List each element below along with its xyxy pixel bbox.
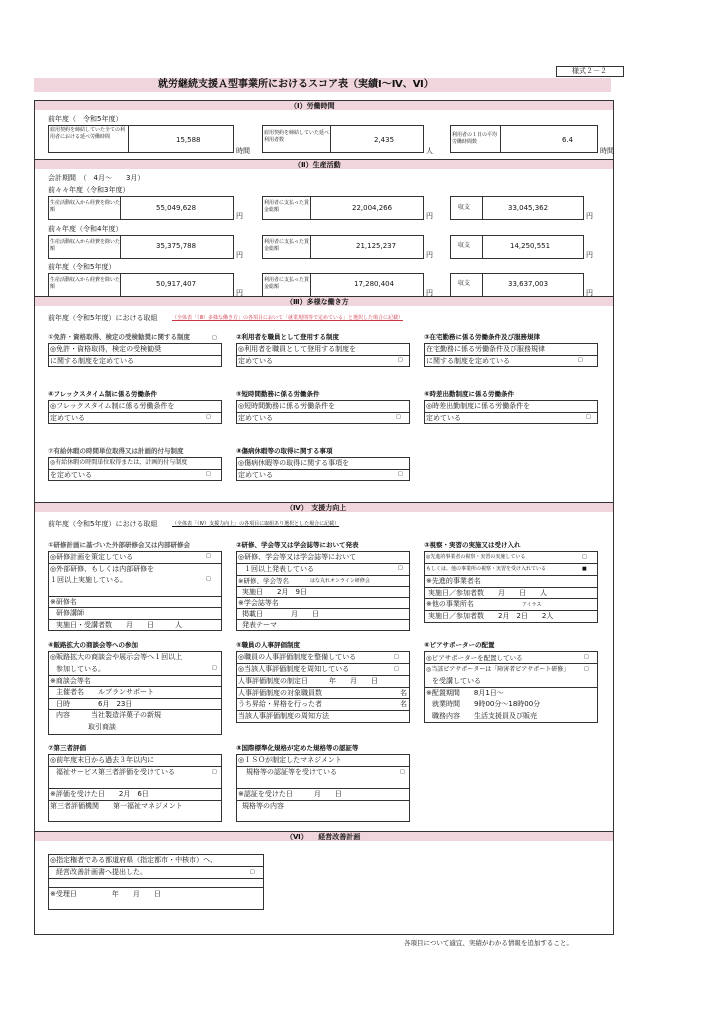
s4-item3-line7: 実施日／参加者数 2月 2日 2人 <box>428 612 554 620</box>
s2-row1-label3: 収支 <box>458 204 471 211</box>
s4-item4-line7: 取引商談 <box>88 723 116 731</box>
s2-row2-label2: 利用者に支払った賃金総額 <box>264 239 310 252</box>
s3-item5-line2: 定めている <box>238 414 273 422</box>
s2-row1-value2: 22,004,266 <box>352 204 393 212</box>
page-title: 就労継続支援Ａ型事業所におけるスコア表（実績Ⅰ～Ⅳ、Ⅵ） <box>158 79 434 90</box>
s4-item6-line6: 職務内容 生活支援員及び販売 <box>432 712 537 720</box>
s1-users-unit: 人 <box>426 147 433 155</box>
s3-item5-checkbox[interactable]: □ <box>396 414 401 420</box>
s4-item5-line4-unit: 名 <box>400 689 407 697</box>
s3-item7-title: ⑦有給休暇の時間単位取得又は計画的付与制度 <box>48 447 184 455</box>
s2-row1-unit3: 円 <box>586 212 593 220</box>
s2-row3-unit3: 円 <box>586 289 593 297</box>
s3-item3-line2: に関する制度を定めている <box>426 357 510 365</box>
s4-item1-line2: ◎外部研修、もしくは内部研修を <box>50 565 155 573</box>
form-number: 様式２－２ <box>572 67 607 75</box>
s4-item4-title: ④販路拡大の商談会等への参加 <box>48 641 139 649</box>
s4-item2-line8: 発表テーマ <box>242 621 277 629</box>
s1-avg-hours-value: 6.4 <box>562 136 574 144</box>
s4-item4-line6: 内容 当社製造洋菓子の新規 <box>56 711 161 719</box>
s3-item1-title: ①免許・資格取得、検定の受検勧奨に関する制度 <box>48 333 191 341</box>
s4-item3-line1: ◎先進的事業者の視察・実習の実施している <box>426 554 526 560</box>
section-4-intro: 前年度（令和5年度）における取組 <box>48 520 158 528</box>
s3-item6-checkbox[interactable]: □ <box>586 414 591 420</box>
s2-row2-label1: 生産活動収入から経費を除いた額 <box>50 239 121 252</box>
s1-users-label: 雇用契約を締結していた延べ利用者数 <box>264 130 330 143</box>
s3-item3-checkbox[interactable]: □ <box>578 357 583 363</box>
s3-item2-line1: ◎利用者を職員として登用する制度を <box>238 345 357 353</box>
s4-item7-title: ⑦第三者評価 <box>48 744 87 752</box>
s4-item7-line4: 第三者評価機関 第一福祉マネジメント <box>50 802 183 810</box>
s4-item1-line5: 研修講師 <box>56 609 84 617</box>
s4-item1-line4: ※研修名 <box>50 598 77 606</box>
section-3-intro: 前年度（令和5年度）における取組 <box>48 314 158 322</box>
s1-labor-hours-label: 雇用契約を締結していた全ての利用者における延べ労働時間 <box>50 127 126 140</box>
s3-item7-checkbox[interactable]: □ <box>206 471 211 477</box>
s4-item2-line4: はな丸れオンライン研修会 <box>310 578 370 584</box>
s3-item4-line1: ◎フレックスタイム制に係る労働条件を <box>50 402 175 410</box>
s4-item5-checkbox-2[interactable]: □ <box>394 666 399 672</box>
s4-item4-line4: 主催者名 ルブランサポート <box>56 688 154 696</box>
s3-item4-checkbox[interactable]: □ <box>206 414 211 420</box>
s4-item1-line3: １回以上実施している。 <box>50 576 127 584</box>
s4-item2-line6: ※学会誌等名 <box>238 599 279 607</box>
section-2-period: 会計期間 （ 4月～ 3月） <box>48 174 145 182</box>
s4-item5-title: ⑤職員の人事評価制度 <box>236 641 301 649</box>
s4-item6-checkbox-1[interactable]: □ <box>584 654 589 660</box>
s4-item4-line3: ※商談会等名 <box>50 677 91 685</box>
s1-avg-hours-unit: 時間 <box>600 147 614 155</box>
s2-row3-label2: 利用者に支払った賃金総額 <box>264 277 310 290</box>
s4-item7-line1: ◎前年度末日から過去３年以内に <box>50 756 155 764</box>
s2-row3-value2: 17,280,404 <box>354 280 395 288</box>
s2-row3-value3: 33,637,003 <box>508 280 549 288</box>
s2-row3-unit2: 円 <box>426 289 433 297</box>
section-4-intro-note: （全体表「（Ⅳ）支援力向上」の各項目に取組あり選択とした場合に記載） <box>172 521 340 527</box>
section-1-header: （Ⅰ）労働時間 <box>290 102 335 110</box>
s4-item3-line5: ※他の事業所名 <box>426 600 474 608</box>
s4-item7-checkbox[interactable]: □ <box>212 769 217 775</box>
s3-item1-checkbox[interactable]: □ <box>212 335 217 341</box>
s4-item2-title: ②研修、学会等又は学会誌等において発表 <box>236 541 359 549</box>
s4-item3-line3: ※先進的事業者名 <box>426 577 481 585</box>
s4-item6-line4: ※配置期間 8月1日～ <box>426 689 504 697</box>
s4-item1-title: ①研修計画に基づいた外部研修会又は内部研修会 <box>48 541 191 549</box>
s3-item8-line1: ◎傷病休暇等の取得に関する事項を <box>238 459 350 467</box>
s3-item6-line1: ◎時差出勤制度に係る労働条件を <box>426 402 531 410</box>
s3-item6-line2: 定めている <box>426 414 461 422</box>
s4-item6-title: ⑥ピアサポーターの配置 <box>424 641 495 649</box>
s2-row2-unit3: 円 <box>586 251 593 259</box>
s3-item8-checkbox[interactable]: □ <box>398 471 403 477</box>
s4-item8-title: ⑧国際標準化規格が定めた規格等の認証等 <box>236 744 359 752</box>
s4-item4-checkbox[interactable]: □ <box>212 665 217 671</box>
s2-row3-label3: 収支 <box>458 280 471 287</box>
s3-item3-line1: 在宅勤務に係る労働条件及び服務規律 <box>426 345 545 353</box>
s1-labor-hours-value: 15,588 <box>176 136 201 144</box>
s4-item2-line2: １回以上発表している <box>244 565 314 573</box>
s3-item2-title: ②利用者を職員として登用する制度 <box>236 333 340 341</box>
s4-item2-line7: 掲載日 月 日 <box>242 610 319 618</box>
s4-item6-line1: ◎ピアサポーターを配置している <box>426 654 523 662</box>
s4-item2-line3: ※研修、学会等名 <box>238 577 289 585</box>
s4-item1-checkbox-2[interactable]: □ <box>206 576 211 582</box>
s4-item8-line3: ※認証を受けた日 月 日 <box>238 790 342 798</box>
s4-item1-line1: ◎研修計画を策定している <box>50 553 134 561</box>
s6-line2: 経営改善計画書へ提出した。 <box>56 868 147 876</box>
s4-item4-line5: 日時 6月 23日 <box>56 700 133 708</box>
section-3-intro-note: （全体表「（Ⅲ）多様な働き方」の各項目において「就業規則等で定めている」と選択した場合に記載） <box>172 315 403 321</box>
s4-item6-line2: ◎当該ピアサポーターは「障害者ピアサポート研修」 <box>426 666 570 673</box>
s4-item8-line4: 規格等の内容 <box>242 802 284 810</box>
s4-item6-checkbox-2[interactable]: □ <box>584 666 589 672</box>
s4-item5-line5-unit: 名 <box>400 700 407 708</box>
s4-item5-line2: ◎当該人事評価制度を周知している <box>238 665 350 673</box>
s3-item2-line2: 定めている <box>238 357 273 365</box>
section-2-header: （Ⅱ）生産活動 <box>294 161 341 169</box>
s4-item6-line5: 就業時間 9時00分～18時00分 <box>432 700 541 708</box>
s4-item8-line1: ◎ＩＳＯが制定したマネジメント <box>238 756 342 764</box>
s3-item8-line2: 定めている <box>238 471 273 479</box>
s4-item6-line3: を受講している <box>432 677 481 685</box>
footer-note: 各項目について適宜、実績がわかる情報を追加すること。 <box>404 939 573 947</box>
s6-checkbox[interactable]: □ <box>250 869 255 875</box>
s3-item7-line2: を定めている <box>50 471 92 479</box>
s2-row1-year: 前々々年度（令和3年度） <box>48 186 130 194</box>
s2-row2-unit2: 円 <box>426 251 433 259</box>
s2-row2-value2: 21,125,237 <box>356 242 397 250</box>
s3-item2-checkbox[interactable]: □ <box>398 357 403 363</box>
s3-item1-line1: ◎免許・資格取得，検定の受検勧奨 <box>50 345 162 353</box>
s3-item8-title: ⑧傷病休暇等の取得に関する事項 <box>236 447 333 455</box>
s3-item5-title: ⑤短時間勤務に係る労働条件 <box>236 390 320 398</box>
s3-item7-line1: ◎有給休暇の時間単位取得または、計画的付与制度 <box>50 459 188 466</box>
s3-item3-title: ③在宅勤務に係る労働条件及び服務規律 <box>424 333 541 341</box>
section-6-header: （Ⅵ） 経営改善計画 <box>286 833 361 841</box>
s4-item5-line5: うち昇給・昇格を行った者 <box>238 700 322 708</box>
s3-item4-line2: 定めている <box>50 414 85 422</box>
s2-row3-year: 前年度（令和5年度） <box>48 263 116 271</box>
s2-row2-label3: 収支 <box>458 242 471 249</box>
s6-line1: ◎指定権者である都道府県（指定都市・中核市）へ、 <box>50 856 218 864</box>
s4-item4-line1: ◎販路拡大の商談会や展示会等へ１回以上 <box>50 653 183 661</box>
s2-row1-label1: 生産活動収入から経費を除いた額 <box>50 200 121 213</box>
s4-item3-line2: もしくは、他の事業所の視察・実習を受け入れている <box>426 566 547 572</box>
s3-item4-title: ④フレックスタイム制に係る労働条件 <box>48 390 157 398</box>
s4-item5-checkbox-1[interactable]: □ <box>394 654 399 660</box>
s3-item1-line2: に関する制度を定めている <box>50 357 134 365</box>
s2-row1-label2: 利用者に支払った賃金総額 <box>264 200 310 213</box>
s2-row3-unit1: 円 <box>236 289 243 297</box>
s4-item7-line3: ※評価を受けた日 2月 6日 <box>50 790 149 798</box>
s4-item1-line6: 実施日・受講者数 月 日 人 <box>56 621 182 629</box>
section-4-header: （Ⅳ） 支援力向上 <box>286 504 347 512</box>
s2-row2-year: 前々年度（令和4年度） <box>48 225 123 233</box>
s2-row3-label1: 生産活動収入から経費を除いた額 <box>50 277 121 290</box>
s4-item2-line1: ◎研修、学会等又は学会誌等において <box>238 553 357 561</box>
s2-row1-value3: 33,045,362 <box>508 204 549 212</box>
s4-item8-checkbox[interactable]: □ <box>400 769 405 775</box>
s2-row2-unit1: 円 <box>236 251 243 259</box>
s2-row1-value1: 55,049,628 <box>156 204 197 212</box>
s4-item5-line1: ◎職員の人事評価制度を整備している <box>238 653 357 661</box>
s4-item3-checkbox-2[interactable]: ■ <box>582 566 587 572</box>
s4-item5-line6: 当該人事評価制度の周知方法 <box>238 712 329 720</box>
section-1-year: 前年度（ 令和5年度） <box>48 115 123 123</box>
s2-row2-value3: 14,250,551 <box>510 242 551 250</box>
s2-row1-unit1: 円 <box>236 212 243 220</box>
s4-item7-line2: 福祉サービス第三者評価を受けている <box>56 768 175 776</box>
s1-labor-hours-unit: 時間 <box>236 147 250 155</box>
s4-item3-line6: アイラス <box>522 602 542 608</box>
s2-row1-unit2: 円 <box>426 212 433 220</box>
s6-line3: ※受理日 年 月 日 <box>50 890 161 898</box>
s4-item8-line2: 規格等の認証等を受けている <box>246 768 337 776</box>
s4-item2-line5: 実施日 2月 9日 <box>242 588 307 596</box>
s3-item5-line1: ◎短時間勤務に係る労働条件を <box>238 402 336 410</box>
s4-item4-line2: 参加している。 <box>56 665 105 673</box>
s4-item3-title: ③視察・実習の実施又は受け入れ <box>424 541 521 549</box>
s2-row3-value1: 50,917,407 <box>156 280 197 288</box>
s4-item3-line4: 実施日／参加者数 月 日 人 <box>428 589 547 597</box>
s1-avg-hours-label: 利用者の１日の平均労働時間数 <box>452 132 498 145</box>
s1-users-value: 2,435 <box>374 136 395 144</box>
s2-row2-value1: 35,375,788 <box>156 242 197 250</box>
s4-item5-line3: 人事評価制度の制定日 年 月 日 <box>238 677 378 685</box>
s4-item1-checkbox-1[interactable]: □ <box>206 553 211 559</box>
s4-item5-line4: 人事評価制度の対象職員数 <box>238 689 322 697</box>
s3-item6-title: ⑥時差出勤制度に係る労働条件 <box>424 390 515 398</box>
section-3-header: （Ⅲ）多様な働き方 <box>286 298 349 306</box>
s4-item2-checkbox[interactable]: □ <box>398 565 403 571</box>
s4-item3-checkbox-1[interactable]: □ <box>582 554 587 560</box>
